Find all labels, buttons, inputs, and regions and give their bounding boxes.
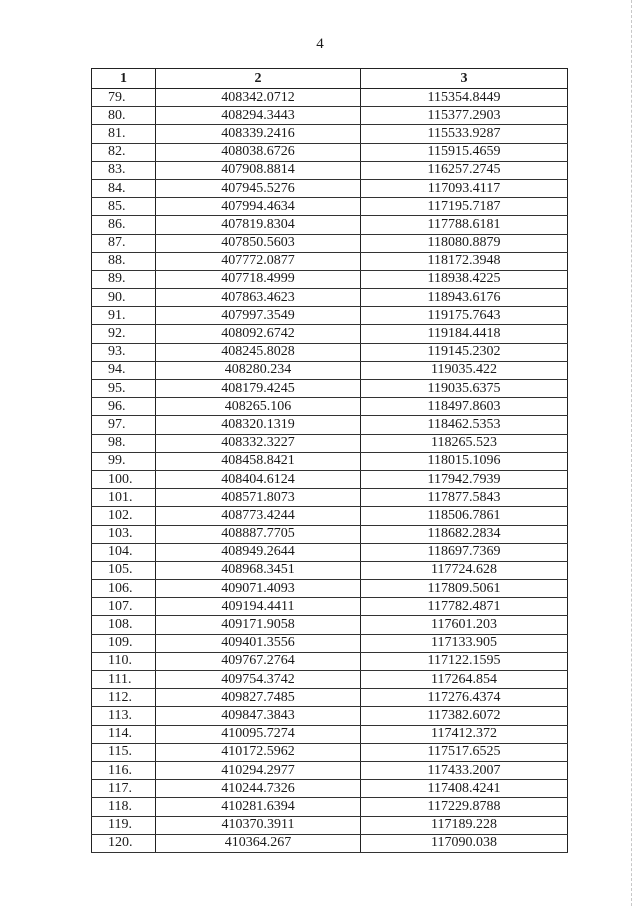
table-row: [92, 107, 568, 125]
y-coordinate-cell: 118943.6176: [361, 289, 568, 307]
y-coordinate-cell: 117093.4117: [361, 179, 568, 197]
table-body: [92, 89, 568, 853]
x-coordinate-cell: 408265.106: [156, 398, 361, 416]
row-number-cell: 101.: [92, 489, 156, 507]
x-coordinate-cell: 409194.4411: [156, 598, 361, 616]
x-coordinate-cell: 407718.4999: [156, 270, 361, 288]
row-number-cell: 84.: [92, 179, 156, 197]
table-row: [92, 780, 568, 798]
row-number-cell: 92.: [92, 325, 156, 343]
table-row: [92, 434, 568, 452]
table-row: [92, 179, 568, 197]
row-number-cell: 119.: [92, 816, 156, 834]
table-row: [92, 325, 568, 343]
x-coordinate-cell: 408320.1319: [156, 416, 361, 434]
table-row: [92, 452, 568, 470]
x-coordinate-cell: 408342.0712: [156, 89, 361, 107]
y-coordinate-cell: 118497.8603: [361, 398, 568, 416]
row-number-cell: 117.: [92, 780, 156, 798]
table-row: [92, 343, 568, 361]
row-number-cell: 111.: [92, 671, 156, 689]
y-coordinate-cell: 117229.8788: [361, 798, 568, 816]
x-coordinate-cell: 407850.5603: [156, 234, 361, 252]
table-header: [92, 69, 568, 89]
x-coordinate-cell: 408038.6726: [156, 143, 361, 161]
y-coordinate-cell: 118015.1096: [361, 452, 568, 470]
y-coordinate-cell: 118462.5353: [361, 416, 568, 434]
table-row: [92, 671, 568, 689]
row-number-cell: 89.: [92, 270, 156, 288]
y-coordinate-cell: 117382.6072: [361, 707, 568, 725]
row-number-cell: 115.: [92, 743, 156, 761]
y-coordinate-cell: 118080.8879: [361, 234, 568, 252]
table-row: [92, 489, 568, 507]
x-coordinate-cell: 407908.8814: [156, 161, 361, 179]
page-edge-line: [631, 0, 632, 906]
row-number-cell: 95.: [92, 380, 156, 398]
y-coordinate-cell: 119035.422: [361, 361, 568, 379]
row-number-cell: 109.: [92, 634, 156, 652]
x-coordinate-cell: 410172.5962: [156, 743, 361, 761]
row-number-cell: 96.: [92, 398, 156, 416]
coordinates-table: [91, 68, 568, 853]
table-row: [92, 470, 568, 488]
row-number-cell: 112.: [92, 689, 156, 707]
x-coordinate-cell: 408294.3443: [156, 107, 361, 125]
x-coordinate-cell: 408887.7705: [156, 525, 361, 543]
x-coordinate-cell: 409754.3742: [156, 671, 361, 689]
row-number-cell: 93.: [92, 343, 156, 361]
x-coordinate-cell: 407819.8304: [156, 216, 361, 234]
x-coordinate-cell: 408968.3451: [156, 561, 361, 579]
x-coordinate-cell: 409767.2764: [156, 652, 361, 670]
row-number-cell: 103.: [92, 525, 156, 543]
row-number-cell: 116.: [92, 761, 156, 779]
x-coordinate-cell: 410244.7326: [156, 780, 361, 798]
table-row: [92, 707, 568, 725]
y-coordinate-cell: 117090.038: [361, 834, 568, 852]
y-coordinate-cell: 117189.228: [361, 816, 568, 834]
row-number-cell: 105.: [92, 561, 156, 579]
table-row: [92, 216, 568, 234]
y-coordinate-cell: 118697.7369: [361, 543, 568, 561]
x-coordinate-cell: 410294.2977: [156, 761, 361, 779]
x-coordinate-cell: 408280.234: [156, 361, 361, 379]
x-coordinate-cell: 410281.6394: [156, 798, 361, 816]
x-coordinate-cell: 408571.8073: [156, 489, 361, 507]
row-number-cell: 80.: [92, 107, 156, 125]
row-number-cell: 104.: [92, 543, 156, 561]
x-coordinate-cell: 410364.267: [156, 834, 361, 852]
y-coordinate-cell: 115354.8449: [361, 89, 568, 107]
row-number-cell: 100.: [92, 470, 156, 488]
x-coordinate-cell: 408092.6742: [156, 325, 361, 343]
y-coordinate-cell: 118172.3948: [361, 252, 568, 270]
y-coordinate-cell: 117122.1595: [361, 652, 568, 670]
table-row: [92, 580, 568, 598]
y-coordinate-cell: 117408.4241: [361, 780, 568, 798]
y-coordinate-cell: 119035.6375: [361, 380, 568, 398]
table-row: [92, 161, 568, 179]
x-coordinate-cell: 407772.0877: [156, 252, 361, 270]
table-row: [92, 634, 568, 652]
table-row: [92, 616, 568, 634]
table-row: [92, 143, 568, 161]
y-coordinate-cell: 115377.2903: [361, 107, 568, 125]
x-coordinate-cell: 408179.4245: [156, 380, 361, 398]
row-number-cell: 86.: [92, 216, 156, 234]
row-number-cell: 91.: [92, 307, 156, 325]
table-row: [92, 725, 568, 743]
column-header-y: 3: [361, 69, 568, 89]
row-number-cell: 83.: [92, 161, 156, 179]
row-number-cell: 106.: [92, 580, 156, 598]
column-header-x: 2: [156, 69, 361, 89]
table-row: [92, 798, 568, 816]
y-coordinate-cell: 117133.905: [361, 634, 568, 652]
row-number-cell: 81.: [92, 125, 156, 143]
y-coordinate-cell: 115533.9287: [361, 125, 568, 143]
page-number: 4: [316, 36, 324, 52]
table-row: [92, 543, 568, 561]
table-row: [92, 689, 568, 707]
column-header-number: 1: [92, 69, 156, 89]
y-coordinate-cell: 117276.4374: [361, 689, 568, 707]
table-row: [92, 270, 568, 288]
table-row: [92, 198, 568, 216]
x-coordinate-cell: 408245.8028: [156, 343, 361, 361]
row-number-cell: 114.: [92, 725, 156, 743]
table-row: [92, 761, 568, 779]
x-coordinate-cell: 408773.4244: [156, 507, 361, 525]
x-coordinate-cell: 407997.3549: [156, 307, 361, 325]
y-coordinate-cell: 117433.2007: [361, 761, 568, 779]
row-number-cell: 90.: [92, 289, 156, 307]
row-number-cell: 113.: [92, 707, 156, 725]
y-coordinate-cell: 117264.854: [361, 671, 568, 689]
row-number-cell: 107.: [92, 598, 156, 616]
row-number-cell: 87.: [92, 234, 156, 252]
y-coordinate-cell: 118506.7861: [361, 507, 568, 525]
x-coordinate-cell: 408458.8421: [156, 452, 361, 470]
row-number-cell: 120.: [92, 834, 156, 852]
table-row: [92, 252, 568, 270]
y-coordinate-cell: 119175.7643: [361, 307, 568, 325]
x-coordinate-cell: 410095.7274: [156, 725, 361, 743]
table-row: [92, 234, 568, 252]
row-number-cell: 82.: [92, 143, 156, 161]
y-coordinate-cell: 118938.4225: [361, 270, 568, 288]
table-row: [92, 525, 568, 543]
y-coordinate-cell: 117412.372: [361, 725, 568, 743]
row-number-cell: 102.: [92, 507, 156, 525]
x-coordinate-cell: 409401.3556: [156, 634, 361, 652]
y-coordinate-cell: 117601.203: [361, 616, 568, 634]
row-number-cell: 118.: [92, 798, 156, 816]
y-coordinate-cell: 118265.523: [361, 434, 568, 452]
y-coordinate-cell: 117195.7187: [361, 198, 568, 216]
y-coordinate-cell: 117809.5061: [361, 580, 568, 598]
x-coordinate-cell: 407994.4634: [156, 198, 361, 216]
y-coordinate-cell: 116257.2745: [361, 161, 568, 179]
x-coordinate-cell: 410370.3911: [156, 816, 361, 834]
table-row: [92, 89, 568, 107]
x-coordinate-cell: 409171.9058: [156, 616, 361, 634]
table-row: [92, 361, 568, 379]
table-row: [92, 507, 568, 525]
x-coordinate-cell: 409827.7485: [156, 689, 361, 707]
row-number-cell: 79.: [92, 89, 156, 107]
row-number-cell: 99.: [92, 452, 156, 470]
y-coordinate-cell: 115915.4659: [361, 143, 568, 161]
table-row: [92, 834, 568, 852]
y-coordinate-cell: 117877.5843: [361, 489, 568, 507]
table-row: [92, 743, 568, 761]
row-number-cell: 110.: [92, 652, 156, 670]
row-number-cell: 98.: [92, 434, 156, 452]
row-number-cell: 88.: [92, 252, 156, 270]
y-coordinate-cell: 119145.2302: [361, 343, 568, 361]
table-row: [92, 289, 568, 307]
y-coordinate-cell: 117517.6525: [361, 743, 568, 761]
table-row: [92, 416, 568, 434]
x-coordinate-cell: 407945.5276: [156, 179, 361, 197]
y-coordinate-cell: 117782.4871: [361, 598, 568, 616]
row-number-cell: 94.: [92, 361, 156, 379]
table-row: [92, 561, 568, 579]
y-coordinate-cell: 118682.2834: [361, 525, 568, 543]
row-number-cell: 85.: [92, 198, 156, 216]
x-coordinate-cell: 409847.3843: [156, 707, 361, 725]
y-coordinate-cell: 117788.6181: [361, 216, 568, 234]
table-row: [92, 380, 568, 398]
table-row: [92, 598, 568, 616]
table-row: [92, 307, 568, 325]
x-coordinate-cell: 408332.3227: [156, 434, 361, 452]
table-row: [92, 398, 568, 416]
y-coordinate-cell: 117942.7939: [361, 470, 568, 488]
row-number-cell: 97.: [92, 416, 156, 434]
table-row: [92, 816, 568, 834]
x-coordinate-cell: 408949.2644: [156, 543, 361, 561]
table-row: [92, 125, 568, 143]
x-coordinate-cell: 407863.4623: [156, 289, 361, 307]
x-coordinate-cell: 409071.4093: [156, 580, 361, 598]
row-number-cell: 108.: [92, 616, 156, 634]
y-coordinate-cell: 119184.4418: [361, 325, 568, 343]
x-coordinate-cell: 408404.6124: [156, 470, 361, 488]
table-row: [92, 652, 568, 670]
y-coordinate-cell: 117724.628: [361, 561, 568, 579]
x-coordinate-cell: 408339.2416: [156, 125, 361, 143]
